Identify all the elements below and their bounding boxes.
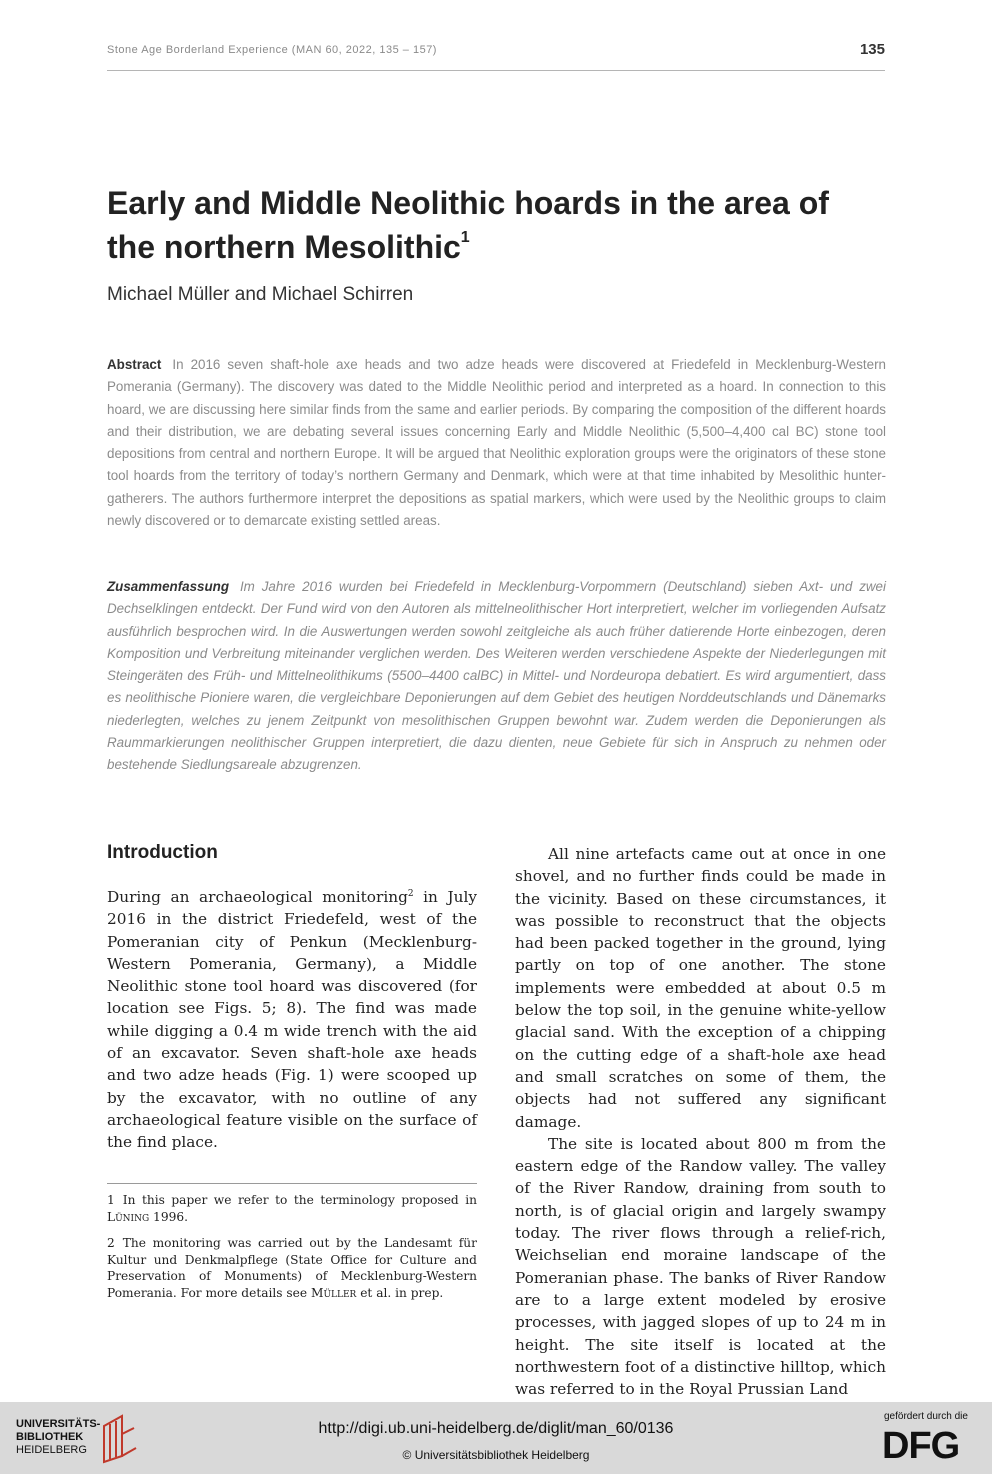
ub-line-3: HEIDELBERG — [16, 1444, 87, 1456]
zusammenfassung-text: Im Jahre 2016 wurden bei Friedefeld in Mecklenburg-Vorpommern (Deutschland) sieben Axt- und zwei Dechselklingen entdeckt. Der Fund wird von den Autoren als mittelneolithischer Hort interpretiert, welcher im vorliegenden Aufsatz ausführlich besprochen wird. In die Auswertungen werden sowohl zeitgleiche als auch früher datierende Horte einbezogen, deren Komposition und Verbreitung miteinander verglichen werden. Des Weiteren werden verschiedene Aspekte der Niederlegungen mit Steingeräten des Früh- und Mittelneolithikums (5500–4400 calBC) in Mittel- und Nordeuropa debatiert. Es wird argumentiert, dass es neolithische Pioniere waren, die vergleichbare Deponierungen auf dem Gebiet des heutigen Norddeutschlands und Dänemarks niederlegten, welches zu jenem Zeitpunkt von mesolithischen Gruppen bewohnt war. Zudem werden die Deponierungen als Raummarkierungen neolithischer Gruppen interpretiert, die dazu dienten, neue Gebiete für sich in Anspruch zu nehmen oder bestehende Siedlungsareale abzugrenzen. — [107, 579, 886, 773]
body-column-right — [515, 843, 886, 1400]
footnote-number: 2 — [107, 1236, 115, 1250]
article-title — [107, 181, 887, 269]
footnote-text: The monitoring was carried out by the Landesamt für Kultur und Denkmalpflege (State Office for Culture and Preservation of Monuments) of Mecklenburg-Western Pomerania. For more details see — [107, 1236, 477, 1300]
footnote-text-end: 1996. — [149, 1209, 188, 1224]
intro-paragraph-2: All nine artefacts came out at once in one shovel, and no further finds could be made in the vicinity. Based on these circumstances, it was possible to reconstruct that the objects had been packed together in the ground, lying partly on top of one another. The stone implements were embedded at about 0.5 m below the top soil, in the genuine white-yellow glacial sand. With the exception of a chipping on the cutting edge of a shaft-hole axe head and small scratches on some of them, the objects had not suffered any significant damage. — [515, 845, 886, 1131]
title-line-1: Early and Middle Neolithic hoards in the area of — [107, 185, 829, 221]
body-column-left — [107, 886, 477, 1154]
ub-line-2: BIBLIOTHEK — [16, 1431, 84, 1443]
abstract-label: Abstract — [107, 357, 162, 372]
title-line-2: the northern Mesolithic — [107, 229, 461, 265]
footnote-author: Lüning — [107, 1209, 150, 1224]
copyright-notice: © Universitätsbibliothek Heidelberg — [402, 1448, 590, 1462]
dfg-logo[interactable]: DFG — [882, 1425, 960, 1467]
footnote-marker-2[interactable]: 2 — [407, 889, 414, 899]
abstract-text: In 2016 seven shaft-hole axe heads and two adze heads were discovered at Friedefeld in Mecklenburg-Western Pomerania (Germany). The discovery was dated to the Middle Neolithic period and interpreted as a hoard. In connection to this hoard, we are discussing here similar finds from the same and earlier periods. By comparing the composition of the different hoards and their distribution, we are debating several issues concerning Early and Middle Neolithic (5,500–4,400 cal BC) stone tool depositions from central and northern Europe. It will be argued that Neolithic exploration groups were the originators of these stone tool hoards from the territory of today’s northern Germany and Denmark, which were at that time inhabited by Mesolithic hunter-gatherers. The authors furthermore interpret the depositions as spatial markers, which were used by the Neolithic groups to claim newly discovered or to demarcate existing settled areas. — [107, 357, 886, 529]
footnotes — [107, 1192, 477, 1311]
footnote-text-end: et al. in prep. — [356, 1285, 444, 1300]
source-url-link[interactable]: http://digi.ub.uni-heidelberg.de/diglit/man_60/0136 — [318, 1420, 674, 1437]
footnote-divider — [107, 1183, 477, 1184]
zusammenfassung-label: Zusammenfassung — [107, 579, 230, 594]
running-title: Stone Age Borderland Experience (MAN 60, 2022, 135 – 157) — [107, 44, 437, 56]
footnote-author: Müller — [310, 1285, 357, 1300]
intro-p1-start: During an archaeological monitoring — [107, 888, 408, 906]
running-header — [107, 40, 885, 71]
title-footnote-marker[interactable]: 1 — [460, 229, 470, 246]
section-heading-introduction: Introduction — [107, 842, 218, 863]
footnote-number: 1 — [107, 1193, 115, 1207]
dfg-caption: gefördert durch die — [884, 1411, 968, 1422]
ub-line-1: UNIVERSITÄTS- — [16, 1418, 101, 1430]
intro-paragraph-3: The site is located about 800 m from the eastern edge of the Randow valley. The valley of the River Randow, draining from south to north, is of glacial origin and largely swampy today. The river flows through a relief-rich, Weichselian end moraine landscape of the Pomeranian phase. The banks of River Randow are to a large extent modeled by erosive processes, with jagged slopes of up to 24 m in height. The site itself is located at the northwestern foot of a distinctive hilltop, which was referred to in the Royal Prussian Land — [515, 1134, 886, 1399]
intro-paragraph-1 — [107, 886, 477, 1154]
zusammenfassung — [107, 576, 886, 777]
footnote-1 — [107, 1192, 477, 1225]
abstract — [107, 354, 886, 532]
page-number: 135 — [859, 41, 885, 58]
footnote-text: In this paper we refer to the terminology proposed in — [122, 1193, 477, 1207]
authors: Michael Müller and Michael Schirren — [107, 284, 414, 305]
intro-p1-rest: in July 2016 in the district Friedefeld, west of the Pomeranian city of Penkun (Mecklenburg-Western Pomerania, Germany), a Middle Neolithic stone tool hoard was discovered (for location see Figs. 5; 8). The find was made while digging a 0.4 m wide trench with the aid of an excavator. Seven shaft-hole axe heads and two adze heads (Fig. 1) were scooped up by the excavator, with no outline of any archaeological feature visible on the surface of the find place. — [107, 888, 477, 1152]
footnote-2 — [107, 1235, 477, 1301]
digitization-footer — [0, 1402, 992, 1474]
